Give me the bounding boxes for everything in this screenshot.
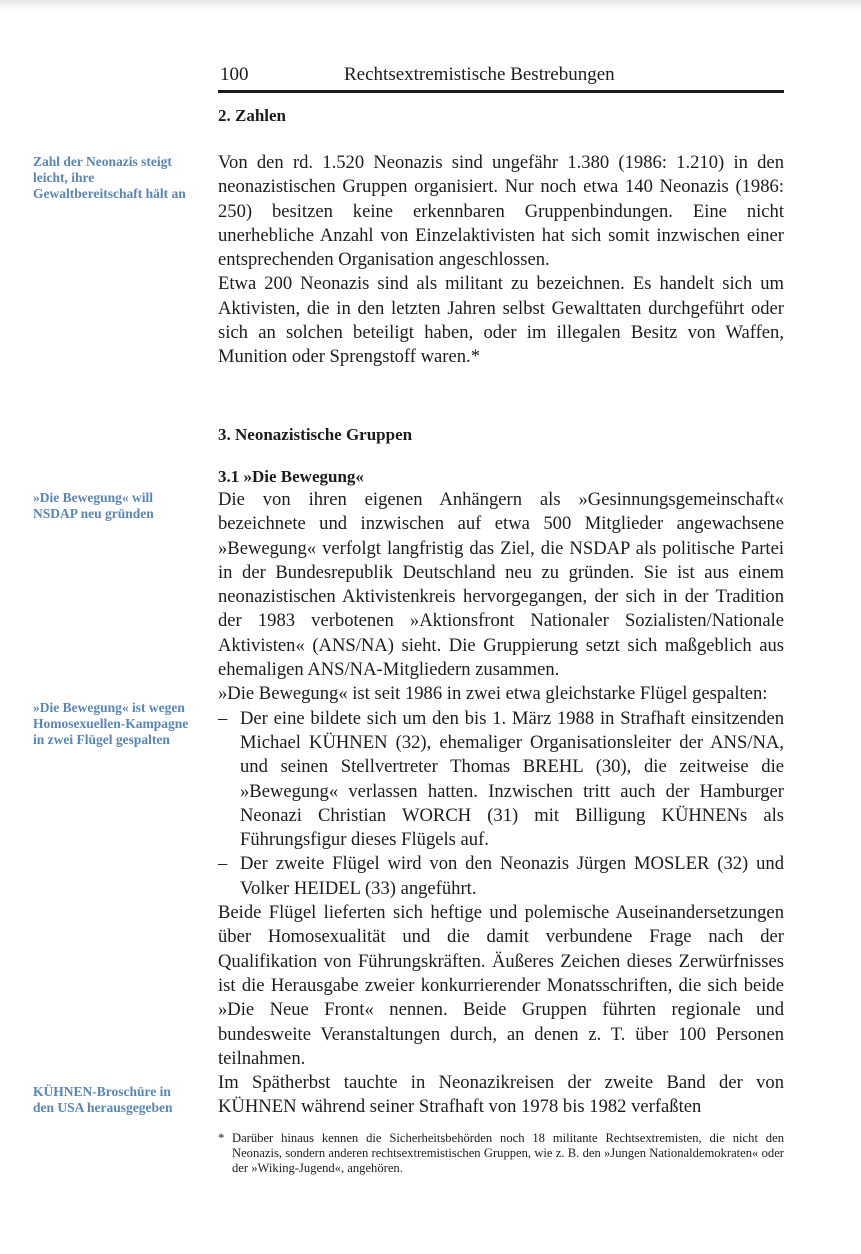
page-number: 100 [220,64,249,85]
section-heading-gruppen: 3. Neonazistische Gruppen [218,425,413,444]
running-header [218,64,784,93]
footnote-text: Darüber hinaus kennen die Sicherheitsbehörden noch 18 militante Rechtsextremisten, die nicht den Neonazis, sondern anderen rechtsextremistischen Gruppen, wie z. B. den »Jungen Nationaldemokraten« oder der »Wiking-Jugend«, angehören. [232,1131,784,1175]
subsection-heading-bewegung: 3.1 »Die Bewegung« [218,467,364,486]
margin-note-zahl-neonazis: Zahl der Neonazis steigt leicht, ihre Gewaltbereitschaft hält an [33,154,186,201]
bullet-item [218,852,784,901]
bullet-dash: – [218,853,228,875]
margin-note-kuehnen-broschuere: KÜHNEN-Broschüre in den USA herausgegeben [33,1084,173,1115]
bullet-text: Der eine bildete sich um den bis 1. März 1988 in Strafhaft einsitzenden Michael KÜHNEN (32), ehemaliger Organisationsleiter der ANS/NA, und seinen Stellvertreter Thomas BREHL (30), die zeitweise die »Bewegung« verlassen hatten. Inzwischen tritt auch der Hamburger Neonazi Christian WORCH (31) mit Billigung KÜHNENs als Führungsfigur dieses Flügels auf. [240,707,784,851]
paragraph: Beide Flügel lieferten sich heftige und polemische Auseinandersetzungen über Homosexualität und die damit verbundene Frage nach der Qualifikation von Führungskräften. Äußeres Zeichen dieses Zerwürfnisses ist die Herausgabe zweier konkurrierender Monatsschriften, die sich beide »Die Neue Front« nennen. Beide Gruppen führten regionale und bundesweite Veranstaltungen durch, an denen z. T. über 100 Personen teilnahmen. [218,902,784,1069]
bullet-dash: – [218,707,228,729]
running-title: Rechtsextremistische Bestrebungen [344,64,615,85]
paragraph: Von den rd. 1.520 Neonazis sind ungefähr 1.380 (1986: 1.210) in den neonazistischen Gruppen organisiert. Nur noch etwa 140 Neonazis (1986: 250) besitzen keine erkennbaren Gruppenbindungen. Eine nicht unerhebliche Anzahl von Einzelaktivisten hat sich somit inzwischen einer entsprechenden Organisation angeschlossen. [218,152,784,271]
paragraph: »Die Bewegung« ist seit 1986 in zwei etwa gleichstarke Flügel gespalten: [218,683,768,705]
paragraph: Etwa 200 Neonazis sind als militant zu bezeichnen. Es handelt sich um Aktivisten, die in den letzten Jahren selbst Gewalttaten durchgeführt oder sich an solchen beteiligt haben, oder im illegalen Besitz von Waffen, Munition oder Sprengstoff waren.* [218,273,784,368]
paragraph: Im Spätherbst tauchte in Neonazikreisen der zweite Band der von KÜHNEN während seiner Strafhaft von 1978 bis 1982 verfaßten [218,1072,784,1118]
bullet-item [218,707,784,853]
margin-note-nsdap: »Die Bewegung« will NSDAP neu gründen [33,490,154,521]
footnote [218,1131,784,1176]
zahlen-text-block [218,151,784,370]
section-heading-zahlen: 2. Zahlen [218,106,287,125]
bullet-text: Der zweite Flügel wird von den Neonazis Jürgen MOSLER (32) und Volker HEIDEL (33) angeführt. [240,853,784,899]
margin-note-fluegel: »Die Bewegung« ist wegen Homosexuellen-Kampagne in zwei Flügel gespalten [33,700,189,747]
paragraph: Die von ihren eigenen Anhängern als »Gesinnungsgemeinschaft« bezeichnete und inzwischen auf etwa 500 Mitglieder angewachsene »Bewegung« verfolgt langfristig das Ziel, die NSDAP als politische Partei in der Bundesrepublik Deutschland neu zu gründen. Sie ist aus einem neonazistischen Aktivistenkreis hervorgegangen, der sich in der Tradition der 1983 verbotenen »Aktionsfront Nationaler Sozialisten/Nationale Aktivisten« (ANS/NA) sieht. Die Gruppierung setzt sich maßgeblich aus ehemaligen ANS/NA-Mitgliedern zusammen. [218,489,784,681]
footnote-marker: * [218,1131,225,1145]
page-top-shadow [0,0,861,10]
bewegung-text-block [218,488,784,1120]
